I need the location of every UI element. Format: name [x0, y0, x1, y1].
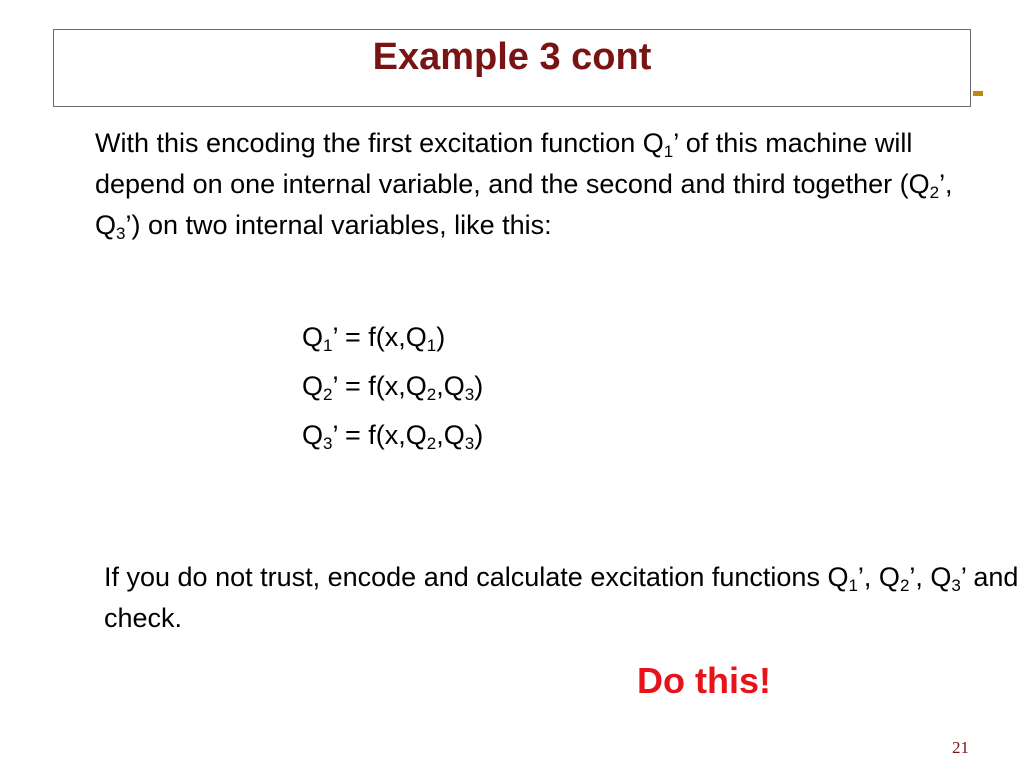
equation-q1: $Q_1$’ = $f(x,Q_1)$: [302, 322, 446, 355]
equation-q2: $Q_2$’ = $f(x,Q_2,Q_3)$: [302, 371, 484, 404]
decorative-dash: [973, 91, 983, 96]
page-number: 21: [952, 738, 969, 757]
instruction-paragraph: If you do not trust, encode and calculate excitation functions $Q_1$’, $Q_2$’, $Q_3$’ and check.: [104, 562, 1019, 633]
title-box: [53, 29, 971, 107]
intro-paragraph: With this encoding the first excitation function $Q_1$’ of this machine will depend on one internal variable, and the second and third together ($Q_2$’, $Q_3$’) on two internal variables, like this:: [95, 128, 953, 243]
do-this-callout: Do this!: [637, 660, 771, 701]
equation-q3: $Q_3$’ = $f(x,Q_2,Q_3)$: [302, 420, 484, 453]
slide-title: Example 3 cont: [372, 36, 652, 78]
equation-list: [302, 313, 483, 460]
